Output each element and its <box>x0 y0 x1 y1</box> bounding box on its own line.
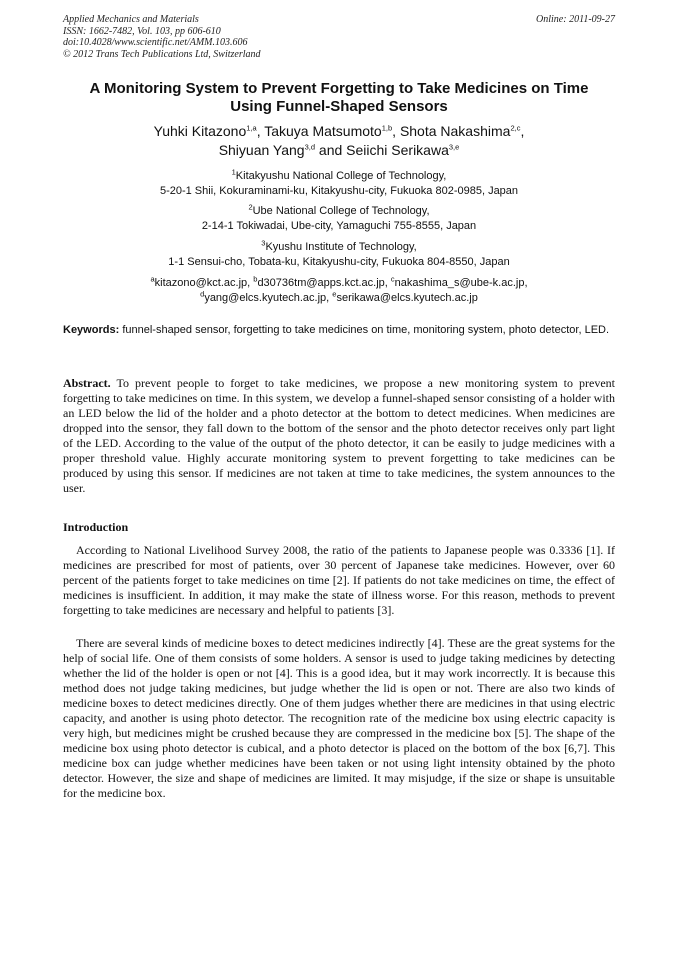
affil-name: Ube National College of Technology, <box>252 205 430 217</box>
online-date: Online: 2011-09-27 <box>536 14 615 25</box>
author-name: Shota Nakashima <box>399 123 511 139</box>
affil-name: Kyushu Institute of Technology, <box>265 241 417 253</box>
author-name: Seiichi Serikawa <box>346 142 449 158</box>
author-sup: 3,d <box>304 142 316 152</box>
author-name: Takuya Matsumoto <box>264 123 382 139</box>
authors-line-1 <box>40 122 638 141</box>
authors-line-2 <box>40 141 638 160</box>
email-b: d30736tm@apps.kct.ac.jp, <box>257 277 388 289</box>
journal-name: Applied Mechanics and Materials <box>63 14 199 25</box>
paper-title <box>40 80 638 116</box>
affiliation-1 <box>40 169 638 198</box>
email-c: nakashima_s@ube-k.ac.jp, <box>394 277 528 289</box>
author-sep: and <box>315 142 347 158</box>
email-a: kitazono@kct.ac.jp, <box>154 277 251 289</box>
affil-name: Kitakyushu National College of Technology, <box>235 170 447 182</box>
journal-header <box>63 14 261 60</box>
keywords-label: Keywords: <box>63 324 120 336</box>
affil-sup: 3 <box>261 238 266 248</box>
affiliation-3 <box>40 240 638 269</box>
email-e: serikawa@elcs.kyutech.ac.jp <box>336 291 478 304</box>
affiliation-2 <box>40 204 638 233</box>
author-sup: 1,a <box>246 123 257 133</box>
affil-sup: 1 <box>231 167 236 177</box>
abstract-label: Abstract. <box>63 376 111 390</box>
author-sep: , <box>256 123 265 139</box>
doi-line: doi:10.4028/www.scientific.net/AMM.103.606 <box>63 37 248 48</box>
author-sup: 2,c <box>510 123 521 133</box>
intro-paragraph-2: There are several kinds of medicine boxes to detect medicines indirectly [4]. These are the great systems for the help of social life. One of them consists of some holders. A sensor is used to judge taking medicines by detecting whether the lid of the holder is open or not [4]. This is a good idea, but it may work incorrectly. It is because this method does not judge taking medicines, but judge whether the lid is open or not. There are also two kinds of medicine boxes to detect medicines directly. One of them judges whether there are medicines in that using electric capacity, and another is using photo detector. The recognition rate of the medicine box using electric capacity is very high, but medicines might be crushed because they are compressed in the medicine box [5]. The shape of the medicine box using photo detector is cubical, and a photo detector is placed on the bottom of the box [6,7]. This medicine box can judge whether medicines have been taken or not using light intensity obtained by the photo detector. However, the size and shape of medicines are limited. It may misjudge, if the size or shape is unsuitable for the medicine box. <box>63 636 615 800</box>
abstract-text: To prevent people to forget to take medicines, we propose a new monitoring system to prevent forgetting to take medicines on time. In this system, we develop a funnel-shaped sensor consisting of a holder with an LED below the lid of the holder and a photo detector at the bottom to detect medicines. When medicines are dropped into the sensor, they fall down to the bottom of the sensor and the photo detector receives only part light of the LED. According to the value of the output of the photo detector, it can be easily to judge medicines with a proper threshold value. Highly accurate monitoring system to prevent forgetting to take medicines can be produced by using this sensor. If medicines are not taken at time to take medicines, the system announces to the user. <box>63 376 615 495</box>
introduction-heading: Introduction <box>63 520 129 534</box>
author-name: Yuhki Kitazono <box>153 123 247 139</box>
author-sup: 1,b <box>381 123 393 133</box>
affil-sup: 2 <box>248 202 253 212</box>
author-sep: , <box>392 123 400 139</box>
affil-address: 2-14-1 Tokiwadai, Ube-city, Yamaguchi 755-8555, Japan <box>201 219 477 232</box>
email-list: $^a$kitazono@kct.ac.jp, $^b$d30736tm@apps.kct.ac.jp, $^c$nakashima_s@ube-k.ac.jp, $^d$yang@elcs.kyutech.ac.jp, $^e$serikawa@elcs.kyutech.ac.jp <box>150 274 528 304</box>
title-line-1: A Monitoring System to Prevent Forgetting to Take Medicines on Time <box>89 80 589 97</box>
author-name: Shiyuan Yang <box>218 142 305 158</box>
copyright-line: © 2012 Trans Tech Publications Ltd, Switzerland <box>63 48 261 60</box>
author-sup: 3,e <box>448 142 460 152</box>
issn-line: ISSN: 1662-7482, Vol. 103, pp 606-610 <box>63 25 221 37</box>
affil-address: 1-1 Sensui-cho, Tobata-ku, Kitakyushu-city, Fukuoka 804-8550, Japan <box>168 255 510 268</box>
email-d: yang@elcs.kyutech.ac.jp, <box>204 291 330 304</box>
title-line-2: Using Funnel-Shaped Sensors <box>230 98 448 115</box>
keywords-text: funnel-shaped sensor, forgetting to take medicines on time, monitoring system, photo detector, LED. <box>122 324 610 336</box>
author-sep: , <box>520 123 525 139</box>
author-list <box>40 122 638 160</box>
intro-paragraph-1: According to National Livelihood Survey 2008, the ratio of the patients to Japanese people was 0.3336 [1]. If medicines are prescribed for most of patients, over 30 percent of Japanese take medicines. However, over 60 percent of the patients forget to take medicines on time [2]. If patients do not take medicines on time, the effect of medicines is insufficient. In addition, it may make the state of illness worse. For this reason, methods to prevent forgetting to take medicines are necessary and helpful to patients [3]. <box>63 543 615 617</box>
affil-address: 5-20-1 Shii, Kokuraminami-ku, Kitakyushu-city, Fukuoka 802-0985, Japan <box>159 184 519 197</box>
abstract-section <box>63 376 615 496</box>
keywords-section <box>63 323 615 338</box>
